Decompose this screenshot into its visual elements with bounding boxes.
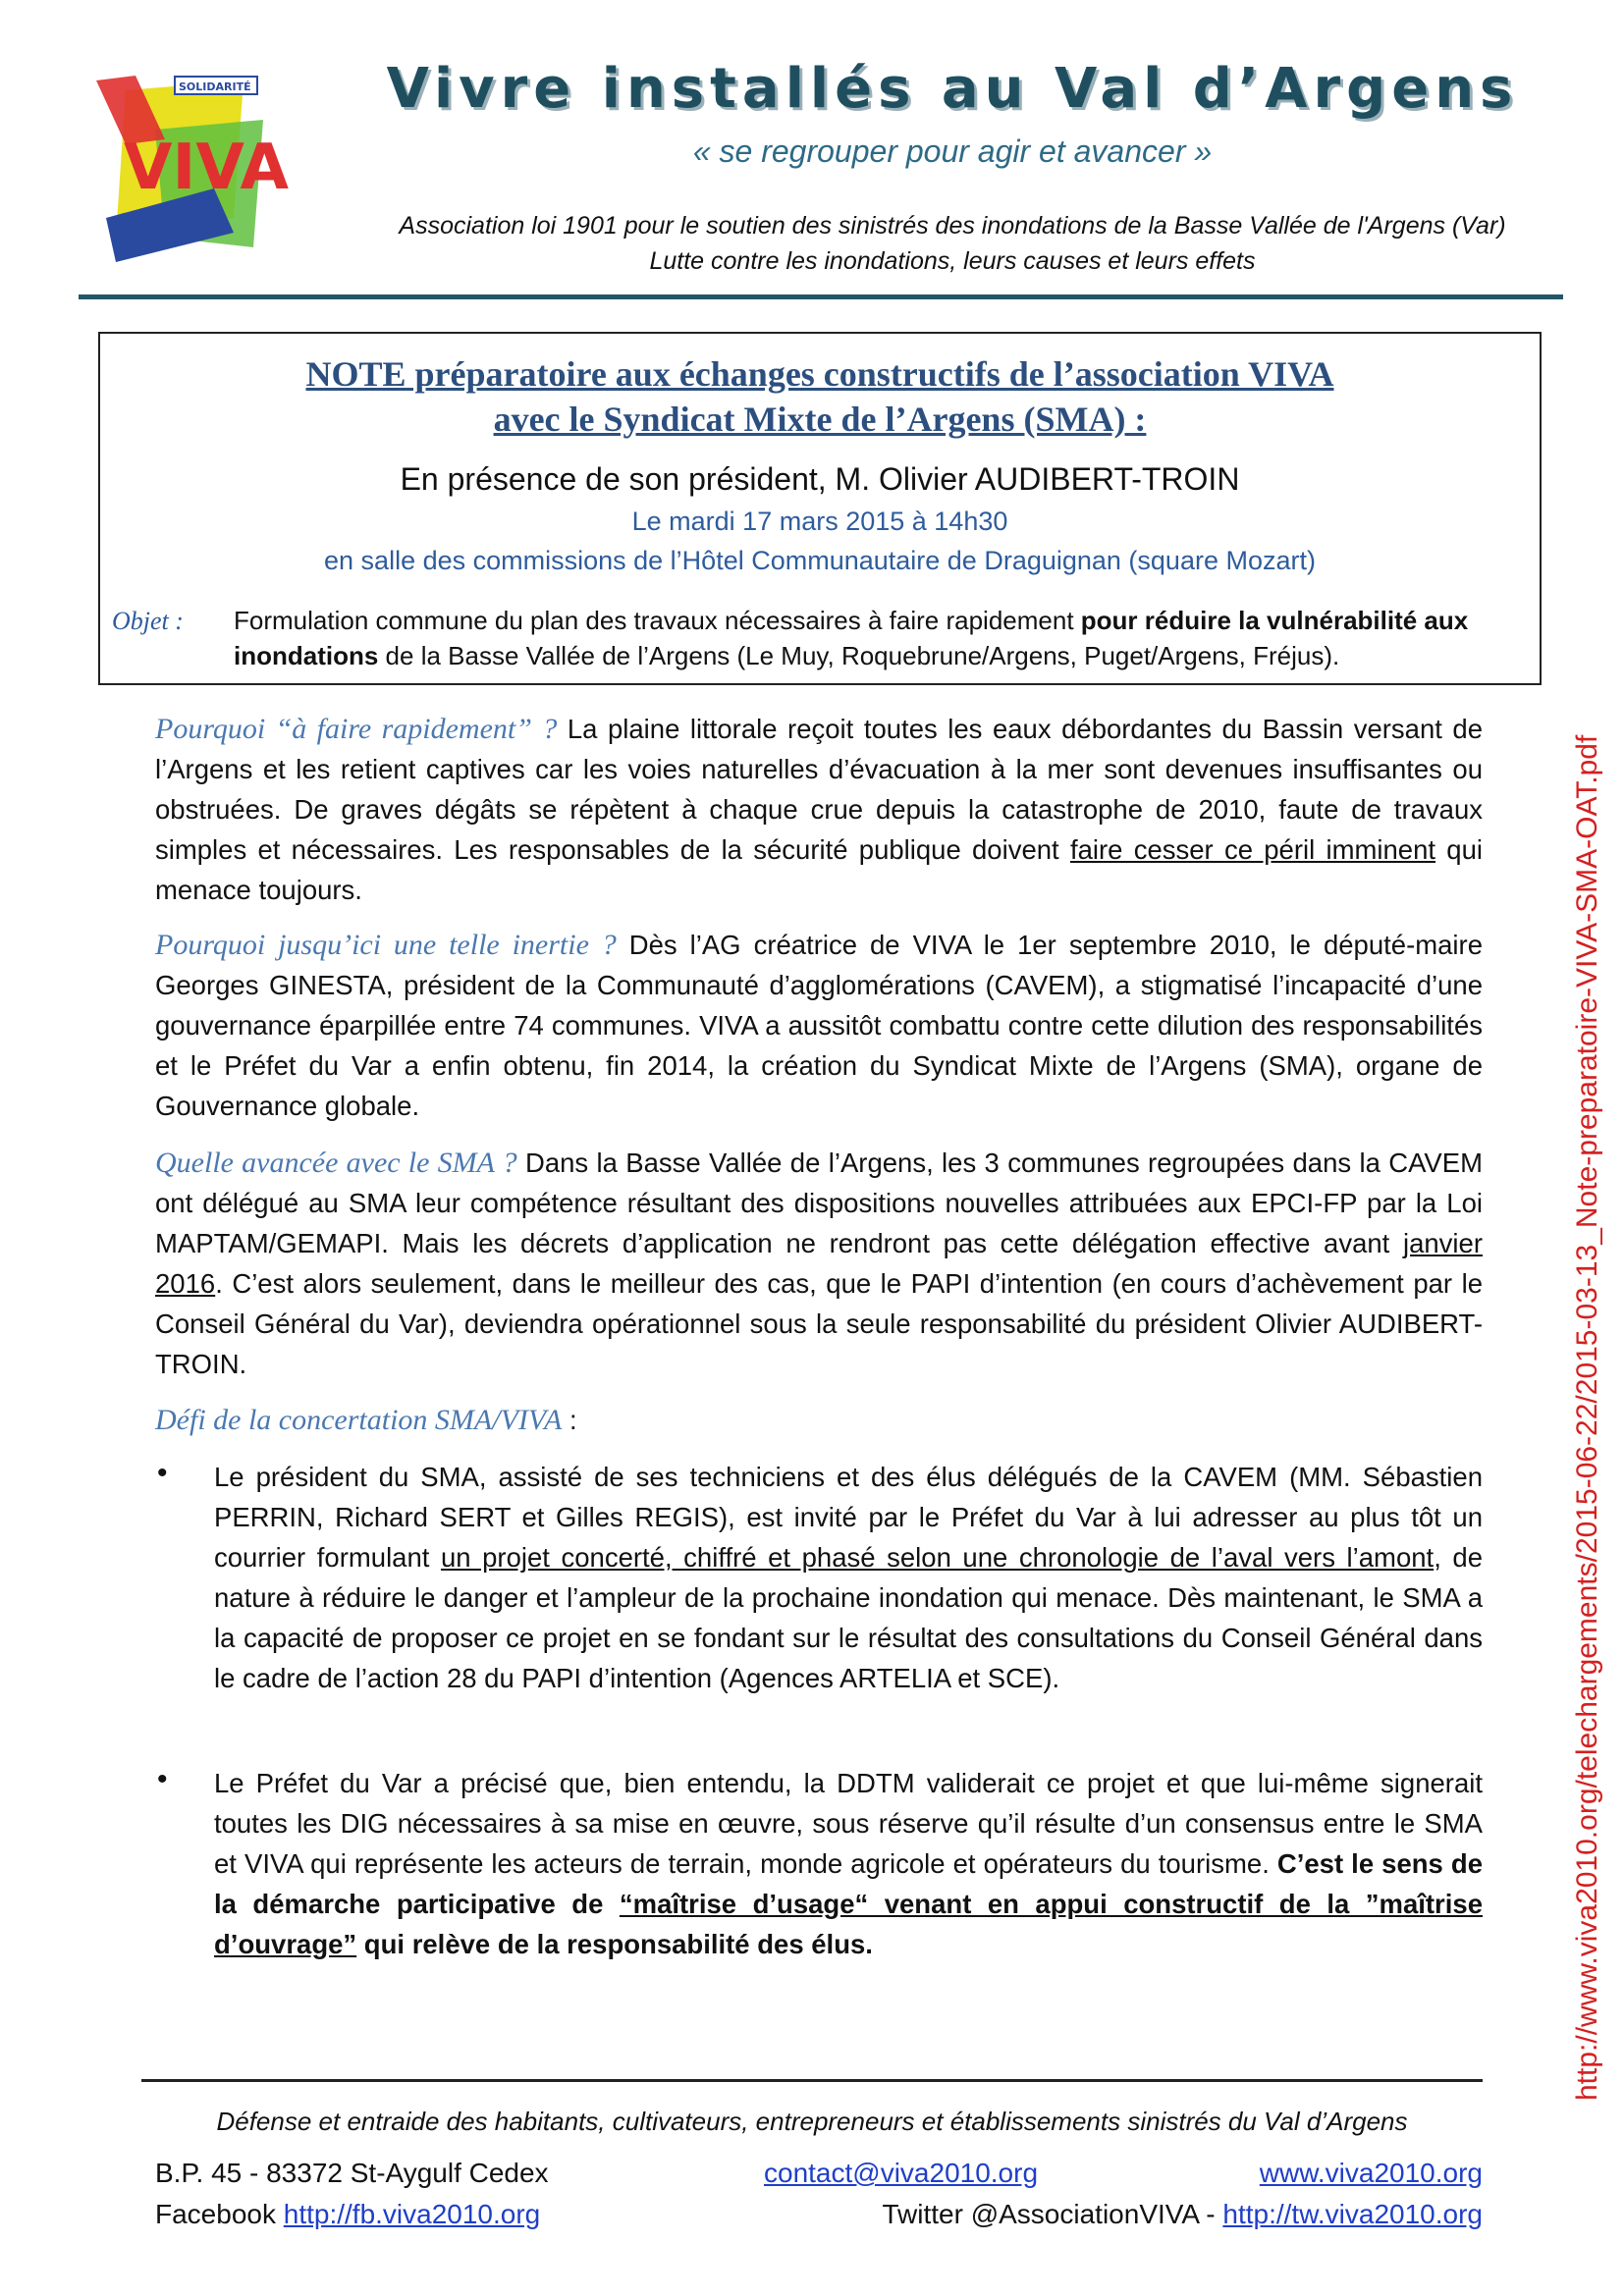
objet-text-b: de la Basse Vallée de l’Argens (Le Muy, Roquebrune/Argens, Puget/Argens, Fréjus). <box>378 641 1340 670</box>
footer-tagline: Défense et entraide des habitants, cultivateurs, entrepreneurs et établissements sinistrés du Val d’Argens <box>216 2107 1408 2136</box>
paragraph-2-text: Dès l’AG créatrice de VIVA le 1er septembre 2010, le député-maire Georges GINESTA, président de la Communauté d’agglomérations (CAVEM), a stigmatisé l’incapacité d’une gouvernance éparpillée entre 74 communes. VIVA a aussitôt combattu contre cette dilution des responsabilités et le Préfet du Var a enfin obtenu, fin 2014, la création du Syndicat Mixte de l’Argens (SMA), organe de Gouvernance globale. <box>155 930 1483 1121</box>
paragraph-1-lead: Pourquoi “à faire rapidement” ? <box>155 713 558 745</box>
logo-badge-text: SOLIDARITÉ <box>179 80 251 93</box>
bullet-2-bold-a: C’est le sens de la démarche participative de <box>214 1848 1483 1919</box>
bullet-1-text-a: Le président du SMA, assisté de ses techniciens et des élus délégués de la CAVEM (MM. Sébastien PERRIN, Richard SERT et Gilles REGIS), est invité par le Préfet du Var à lui adresser au plus tôt un courrier formulant <box>214 1462 1483 1573</box>
org-description-line-2: Lutte contre les inondations, leurs causes et leurs effets <box>649 247 1256 275</box>
paragraph-3-text-b: . C’est alors seulement, dans le meilleur des cas, que le PAPI d’intention (en cours d’achèvement par le Conseil Général du Var), deviendra opérationnel sous la seule responsabilité du président Olivier AUDIBERT-TROIN. <box>155 1268 1483 1379</box>
footer-address: B.P. 45 - 83372 St-Aygulf Cedex <box>155 2158 549 2188</box>
twitter-label: Twitter @AssociationVIVA - <box>882 2199 1223 2229</box>
note-date: Le mardi 17 mars 2015 à 14h30 <box>631 507 1008 536</box>
header-divider <box>79 294 1563 299</box>
contact-email-link[interactable]: contact@viva2010.org <box>764 2158 1039 2188</box>
note-title-line-2: avec le Syndicat Mixte de l’Argens (SMA) : <box>493 400 1147 439</box>
twitter-link[interactable]: http://tw.viva2010.org <box>1222 2199 1483 2229</box>
viva-logo <box>96 71 289 267</box>
paragraph-2 <box>155 925 1483 1126</box>
objet-text-a: Formulation commune du plan des travaux nécessaires à faire rapidement <box>234 606 1081 635</box>
paragraph-3 <box>155 1143 1483 1384</box>
objet-text-bold: pour réduire la vulnérabilité aux inondations <box>234 606 1469 670</box>
paragraph-3-text-a: Dans la Basse Vallée de l’Argens, les 3 communes regroupées dans la CAVEM ont délégué au SMA leur compétence résultant des dispositions nouvelles attribuées aux EPCI-FP par la Loi MAPTAM/GEMAPI. Mais les décrets d’application ne rendront pas cette délégation effective avant <box>155 1148 1483 1258</box>
bullet-2-bold-underline: “maîtrise d’usage“ venant en appui constructif de la ”maîtrise d’ouvrage” <box>214 1889 1483 1959</box>
footer-divider <box>141 2079 1483 2082</box>
paragraph-1 <box>155 709 1483 910</box>
bullet-1-text-b: , de nature à réduire le danger et l’ampleur de la prochaine inondation qui menace. Dès maintenant, le SMA a la capacité de proposer ce projet en se fondant sur le résultat des consultations du Conseil Général dans le cadre de l’action 28 du PAPI d’intention (Agences ARTELIA et SCE). <box>214 1542 1483 1693</box>
note-presence: En présence de son président, M. Olivier AUDIBERT-TROIN <box>400 461 1240 497</box>
bullet-2-bold-b: qui relève de la responsabilité des élus. <box>356 1929 873 1959</box>
paragraph-3-underline: janvier 2016 <box>155 1228 1483 1299</box>
paragraph-4-colon: : <box>562 1405 577 1435</box>
facebook-label: Facebook <box>155 2199 284 2229</box>
paragraph-1-text-b: qui menace toujours. <box>155 834 1484 905</box>
bullet-1-underline: un projet concerté, chiffré et phasé selon une chronologie de l’aval vers l’amont <box>440 1542 1435 1573</box>
paragraph-1-text-a: La plaine littorale reçoit toutes les eaux débordantes du Bassin versant de l’Argens et les retient captives car les voies naturelles d’évacuation à la mer sont devenues insuffisantes ou obstruées. De graves dégâts se répètent à chaque crue depuis la catastrophe de 2010, faute de travaux simples et nécessaires. Les responsables de la sécurité publique doivent <box>155 714 1483 865</box>
bullet-2-text-a: Le Préfet du Var a précisé que, bien entendu, la DDTM validerait ce projet et que lui-même signerait toutes les DIG nécessaires à sa mise en œuvre, sous réserve qu’il résulte d’un consensus entre le SMA et VIVA qui représente les acteurs de terrain, monde agricole et opérateurs du tourisme. <box>214 1768 1483 1879</box>
facebook-link[interactable]: http://fb.viva2010.org <box>283 2199 541 2229</box>
footer-website <box>1260 2158 1483 2189</box>
org-description-line-1: Association loi 1901 pour le soutien des sinistrés des inondations de la Basse Vallée de l'Argens (Var) <box>399 212 1506 240</box>
footer-contact <box>764 2158 1038 2189</box>
paragraph-1-underline: faire cesser ce péril imminent <box>1069 834 1436 865</box>
bullet-2-dot: • <box>157 1763 168 1795</box>
objet-text <box>234 603 1520 673</box>
side-source-url: http://www.viva2010.org/telechargements/2015-06-22/2015-03-13_Note-preparatoire-VIVA-SMA-OAT.pdf <box>1571 734 1603 2101</box>
objet-label: Objet : <box>112 607 184 635</box>
footer-twitter <box>882 2199 1483 2230</box>
bullet-2-text <box>214 1763 1483 1964</box>
note-place: en salle des commissions de l’Hôtel Communautaire de Draguignan (square Mozart) <box>324 546 1316 575</box>
paragraph-2-lead: Pourquoi jusqu’ici une telle inertie ? <box>155 929 617 961</box>
bullet-1-text <box>214 1457 1483 1698</box>
paragraph-4 <box>155 1400 1483 1440</box>
footer-facebook <box>155 2199 540 2230</box>
paragraph-4-lead: Défi de la concertation SMA/VIVA <box>155 1404 563 1436</box>
paragraph-3-lead: Quelle avancée avec le SMA ? <box>155 1147 517 1179</box>
bullet-1-dot: • <box>157 1457 168 1489</box>
website-link[interactable]: www.viva2010.org <box>1259 2158 1483 2188</box>
viva-logo-graphic <box>96 71 289 267</box>
logo-letters: VIVA <box>124 132 289 204</box>
note-title-line-1: NOTE préparatoire aux échanges constructifs de l’association VIVA <box>305 354 1334 394</box>
org-title: Vivre installés au Val d’Argens <box>386 57 1519 121</box>
org-slogan: « se regrouper pour agir et avancer » <box>692 133 1213 169</box>
